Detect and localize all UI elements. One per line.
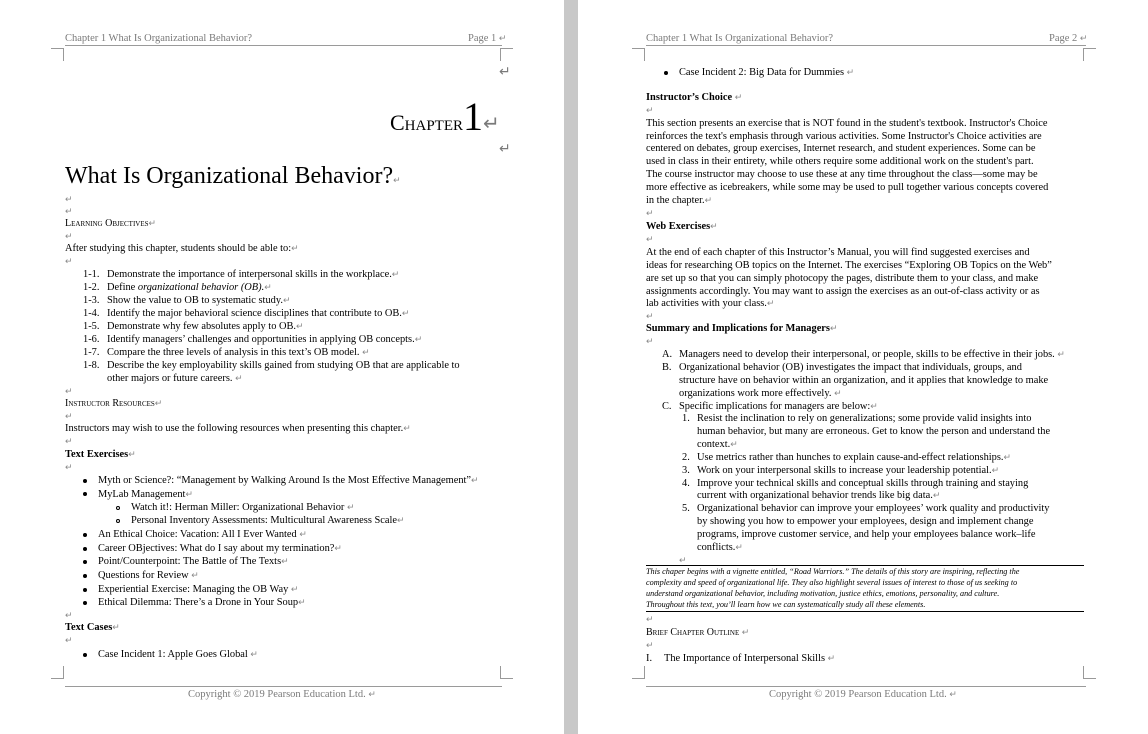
bullet-icon [83,560,87,564]
outline-item: The Importance of Interpersonal Skills ↵ [664,653,836,664]
bullet-icon [83,533,87,537]
paragraph-mark-icon: ↵ [646,234,654,244]
page-title: What Is Organizational Behavior?↵ [65,163,401,189]
objective-text: Define organizational behavior (OB).↵ [107,282,272,293]
web-exercises-heading: Web Exercises↵ [646,221,718,232]
objective-number: 1-7. [83,347,100,358]
objective-number: 1-3. [83,295,100,306]
implication-text: Resist the inclination to rely on generalizations; some provide valid insights into [697,413,1032,424]
summary-letter: C. [662,401,672,412]
implication-text: human behavior, but many are erroneous. Get to know the person and understand the [697,426,1051,437]
instructors-choice-line: used in class in their entirety, while others require some additional work on the student's part. [646,156,1034,167]
bullet-icon [83,547,87,551]
objective-text: Compare the three levels of analysis in this text’s OB model. ↵ [107,347,370,358]
header-page-number: Page 1 ↵ [468,33,507,44]
text-exercises-heading: Text Exercises↵ [65,449,136,460]
sub-bullet-icon [116,506,120,510]
exercise-item: Experiential Exercise: Managing the OB Way ↵ [98,584,299,595]
bullet-icon [83,492,87,496]
paragraph-mark-icon: ↵ [65,610,73,620]
intro-text: After studying this chapter, students should be able to:↵ [65,243,299,254]
resources-intro: Instructors may wish to use the following resources when presenting this chapter.↵ [65,423,411,434]
exercise-subitem: Watch it!: Herman Miller: Organizational Behavior ↵ [131,502,355,513]
paragraph-mark-icon: ↵ [65,635,73,645]
case-item: Case Incident 2: Big Data for Dummies ↵ [679,67,855,78]
objective-number: 1-6. [83,334,100,345]
paragraph-mark-icon: ↵ [65,462,73,472]
instructors-choice-line: more effective as icebreakers, while some may be used to pull together various concepts covered [646,182,1049,193]
header-rule [646,45,1086,46]
exercise-item: Ethical Dilemma: There’s a Drone in Your Soup↵ [98,597,306,608]
paragraph-mark-icon: ↵ [646,105,654,115]
exercise-item: Career OBjectives: What do I say about my termination?↵ [98,543,342,554]
implication-text: Organizational behavior can improve your employees’ work quality and productivity [697,503,1050,514]
implication-text: programs, improve customer service, and help your employees balance work–life [697,529,1036,540]
web-exercises-line: ideas for researching OB topics on the Internet. The exercises “Exploring OB Topics on the Web” [646,260,1052,271]
bullet-icon [83,601,87,605]
instructors-choice-line: This section presents an exercise that is NOT found in the student's textbook. Instructor's Choice [646,118,1048,129]
header-page-number: Page 2 ↵ [1049,33,1088,44]
summary-letter: A. [662,349,673,360]
exercise-subitem: Personal Inventory Assessments: Multicultural Awareness Scale↵ [131,515,405,526]
objective-number: 1-8. [83,360,100,371]
objective-text: Demonstrate the importance of interpersonal skills in the workplace.↵ [107,269,400,280]
summary-letter: B. [662,362,672,373]
paragraph-mark-icon: ↵ [499,142,511,157]
objective-text: Show the value to OB to systematic study.↵ [107,295,291,306]
crop-mark [51,48,64,61]
paragraph-mark-icon: ↵ [679,555,687,565]
footer-copyright: Copyright © 2019 Pearson Education Ltd. ↵ [769,689,957,700]
bullet-icon [83,588,87,592]
vignette-line: This chaper begins with a vignette entitled, “Road Warriors.” The details of this story are inspiring, reflecting the [646,567,1020,576]
learning-objectives-heading: Learning Objectives↵ [65,218,157,229]
crop-mark [1083,48,1096,61]
crop-mark [1083,666,1096,679]
exercise-item: Myth or Science?: “Management by Walking Around Is the Most Effective Management”↵ [98,475,479,486]
exercise-item: Questions for Review ↵ [98,570,199,581]
exercise-item: MyLab Management↵ [98,489,193,500]
implication-text: context.↵ [697,439,738,450]
instructors-choice-line: reinforces the text's emphasis through various activities. Some Instructor's Choice activities are [646,131,1042,142]
footer-rule [65,686,502,687]
sub-bullet-icon [116,519,120,523]
implication-number: 3. [682,465,690,476]
web-exercises-line: assignments accordingly. You may want to assign the exercises as an out-of-class activity or as [646,286,1040,297]
exercise-item: Point/Counterpoint: The Battle of The Texts↵ [98,556,289,567]
objective-text: Identify managers’ challenges and opportunities in applying OB concepts.↵ [107,334,423,345]
paragraph-mark-icon: ↵ [65,436,73,446]
paragraph-mark-icon: ↵ [646,640,654,650]
header-chapter: Chapter 1 What Is Organizational Behavior? [646,33,834,44]
crop-mark [51,666,64,679]
objective-text: Describe the key employability skills gained from studying OB that are applicable to [107,360,460,371]
web-exercises-line: lab activities with your class.↵ [646,298,775,309]
paragraph-mark-icon: ↵ [646,311,654,321]
document-page-2 [578,0,1148,734]
header-chapter: Chapter 1 What Is Organizational Behavior? [65,33,253,44]
implication-text: current with organizational behavior trends like big data.↵ [697,490,941,501]
objective-number: 1-2. [83,282,100,293]
implication-number: 4. [682,478,690,489]
paragraph-mark-icon: ↵ [65,256,73,266]
summary-text: structure have on behavior within an organization, and it applies that knowledge to make [679,375,1049,386]
instructors-choice-line: in the chapter.↵ [646,195,713,206]
case-item: Case Incident 1: Apple Goes Global ↵ [98,649,258,660]
crop-mark [500,666,513,679]
instructors-choice-line: centered on debates, group exercises, Internet research, and student experiences. Some can be [646,143,1036,154]
page-separator [564,0,578,734]
footer-copyright: Copyright © 2019 Pearson Education Ltd. ↵ [188,689,376,700]
implication-number: 5. [682,503,690,514]
paragraph-mark-icon: ↵ [646,208,654,218]
bullet-icon [83,653,87,657]
brief-outline-heading: Brief Chapter Outline ↵ [646,627,750,638]
objective-number: 1-1. [83,269,100,280]
paragraph-mark-icon: ↵ [646,614,654,624]
paragraph-mark-icon: ↵ [499,65,511,80]
objective-text-continued: other majors or future careers. ↵ [107,373,243,384]
bullet-icon [83,574,87,578]
summary-text: Organizational behavior (OB) investigates the impact that individuals, groups, and [679,362,1022,373]
implication-text: Work on your interpersonal skills to increase your leadership potential.↵ [697,465,1000,476]
summary-text: organizations work more effectively. ↵ [679,388,842,399]
summary-text: Specific implications for managers are below:↵ [679,401,878,412]
chapter-heading: Chapter1↵ [390,94,500,139]
web-exercises-line: are set up so that you can simply photocopy the pages, distribute them to your class, and make [646,273,1039,284]
implication-text: by showing you how to empower your employees, design and implement change [697,516,1034,527]
implication-text: conflicts.↵ [697,542,743,553]
objective-number: 1-5. [83,321,100,332]
vignette-bottom-rule [646,611,1084,612]
crop-mark [632,666,645,679]
implication-text: Use metrics rather than hunches to explain cause-and-effect relationships.↵ [697,452,1012,463]
header-rule [65,45,502,46]
paragraph-mark-icon: ↵ [65,194,73,204]
document-page-1 [0,0,564,734]
instructors-choice-line: The course instructor may choose to use these at any time throughout the class—some may be [646,169,1038,180]
vignette-line: complexity and speed of organizational life. They also highlight several issues of interest to those of us seeking to [646,578,1018,587]
instructors-choice-heading: Instructor’s Choice ↵ [646,92,743,103]
objective-text: Demonstrate why few absolutes apply to OB.↵ [107,321,304,332]
implication-number: 2. [682,452,690,463]
paragraph-mark-icon: ↵ [65,231,73,241]
implication-number: 1. [682,413,690,424]
implication-text: Improve your technical skills and conceptual skills through training and staying [697,478,1029,489]
objective-text: Identify the major behavioral science disciplines that contribute to OB.↵ [107,308,410,319]
crop-mark [632,48,645,61]
paragraph-mark-icon: ↵ [646,336,654,346]
vignette-line: understand organizational behavior, including motivation, justice ethics, emotions, personality, and culture. [646,589,1000,598]
bullet-icon [83,479,87,483]
paragraph-mark-icon: ↵ [65,386,73,396]
instructor-resources-heading: Instructor Resources↵ [65,398,163,409]
outline-number: I. [646,653,653,664]
paragraph-mark-icon: ↵ [65,411,73,421]
objective-number: 1-4. [83,308,100,319]
summary-heading: Summary and Implications for Managers↵ [646,323,838,334]
footer-rule [646,686,1086,687]
paragraph-mark-icon: ↵ [65,206,73,216]
text-cases-heading: Text Cases↵ [65,622,120,633]
crop-mark [500,48,513,61]
vignette-line: Throughout this text, you’ll learn how we can systematically study all these elements. [646,600,926,609]
bullet-icon [664,71,668,75]
web-exercises-line: At the end of each chapter of this Instructor’s Manual, you will find suggested exercises and [646,247,1030,258]
summary-text: Managers need to develop their interpersonal, or people, skills to be effective in their jobs. ↵ [679,349,1065,360]
exercise-item: An Ethical Choice: Vacation: All I Ever Wanted ↵ [98,529,307,540]
